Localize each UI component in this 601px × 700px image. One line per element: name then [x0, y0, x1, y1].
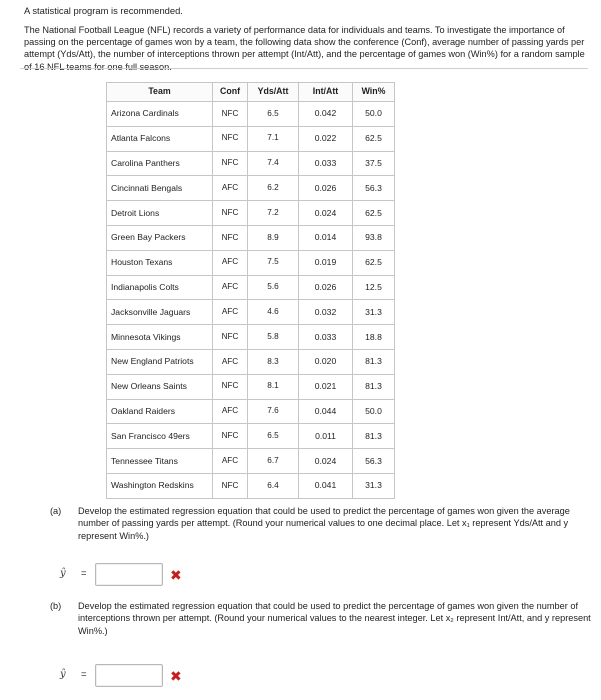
int-att-cell: 0.042 [299, 102, 353, 127]
win-pct-cell: 93.8 [353, 225, 395, 250]
int-att-cell: 0.014 [299, 225, 353, 250]
int-att-cell: 0.033 [299, 151, 353, 176]
win-pct-cell: 31.3 [353, 300, 395, 325]
column-header-team: Team [107, 83, 213, 102]
yds-att-cell: 4.6 [248, 300, 299, 325]
table-row [107, 349, 395, 374]
table-row [107, 399, 395, 424]
conf-cell: AFC [213, 250, 248, 275]
win-pct-cell: 18.8 [353, 325, 395, 350]
conf-cell: AFC [213, 300, 248, 325]
nfl-data-table [106, 82, 395, 499]
equals-sign: = [81, 568, 87, 579]
win-pct-cell: 37.5 [353, 151, 395, 176]
conf-cell: NFC [213, 201, 248, 226]
column-header-int-att: Int/Att [299, 83, 353, 102]
team-cell: San Francisco 49ers [107, 424, 213, 449]
team-cell: New Orleans Saints [107, 374, 213, 399]
int-att-cell: 0.026 [299, 176, 353, 201]
yds-att-cell: 7.5 [248, 250, 299, 275]
team-cell: Atlanta Falcons [107, 126, 213, 151]
int-att-cell: 0.033 [299, 325, 353, 350]
question-a-text: Develop the estimated regression equation that could be used to predict the percentage of games won given the average number of passing yards per attempt. (Round your numerical values to one decimal place. Let x₁ represent Yds/Att and y represent Win%.) [78, 506, 570, 541]
table-row [107, 250, 395, 275]
win-pct-cell: 50.0 [353, 102, 395, 127]
conf-cell: NFC [213, 325, 248, 350]
conf-cell: AFC [213, 176, 248, 201]
column-header-yds-att: Yds/Att [248, 83, 299, 102]
incorrect-x-icon: ✖ [170, 668, 182, 684]
table-row [107, 473, 395, 498]
conf-cell: NFC [213, 473, 248, 498]
table-row [107, 225, 395, 250]
team-cell: Indianapolis Colts [107, 275, 213, 300]
table-row [107, 325, 395, 350]
int-att-cell: 0.032 [299, 300, 353, 325]
win-pct-cell: 62.5 [353, 250, 395, 275]
answer-b-input[interactable] [95, 664, 163, 687]
yds-att-cell: 6.7 [248, 449, 299, 474]
table-row [107, 102, 395, 127]
yds-att-cell: 8.9 [248, 225, 299, 250]
question-b-text: Develop the estimated regression equation that could be used to predict the percentage of games won given the number of interceptions thrown per attempt. (Round your numerical values to the nearest integer. Let x₂ represent Int/Att, and y represent Win%.) [78, 601, 591, 636]
yds-att-cell: 7.6 [248, 399, 299, 424]
table-header-row [107, 83, 395, 102]
int-att-cell: 0.024 [299, 201, 353, 226]
table-row [107, 449, 395, 474]
question-a-label: (a) [50, 506, 62, 516]
team-cell: Cincinnati Bengals [107, 176, 213, 201]
team-cell: Detroit Lions [107, 201, 213, 226]
table-row [107, 126, 395, 151]
int-att-cell: 0.044 [299, 399, 353, 424]
yds-att-cell: 6.5 [248, 424, 299, 449]
question-a [50, 505, 596, 542]
win-pct-cell: 81.3 [353, 349, 395, 374]
table-row [107, 300, 395, 325]
conf-cell: NFC [213, 151, 248, 176]
yds-att-cell: 6.2 [248, 176, 299, 201]
conf-cell: NFC [213, 424, 248, 449]
int-att-cell: 0.020 [299, 349, 353, 374]
win-pct-cell: 31.3 [353, 473, 395, 498]
yds-att-cell: 8.3 [248, 349, 299, 374]
team-cell: New England Patriots [107, 349, 213, 374]
int-att-cell: 0.041 [299, 473, 353, 498]
team-cell: Tennessee Titans [107, 449, 213, 474]
column-header-win-pct: Win% [353, 83, 395, 102]
yds-att-cell: 5.8 [248, 325, 299, 350]
team-cell: Green Bay Packers [107, 225, 213, 250]
win-pct-cell: 62.5 [353, 201, 395, 226]
problem-intro: The National Football League (NFL) records a variety of performance data for individuals and teams. To investigate the importance of passing on the percentage of games won by a team, the following data show the conference (Conf), average number of passing yards per attempt (Yds/Att), the number of interceptions thrown per attempt (Int/Att), and the percentage of games won (Win%) for a random sample of 16 NFL teams for one full season. [24, 25, 585, 72]
answer-a-input[interactable] [95, 563, 163, 586]
team-cell: Houston Texans [107, 250, 213, 275]
conf-cell: NFC [213, 374, 248, 399]
yds-att-cell: 7.1 [248, 126, 299, 151]
win-pct-cell: 12.5 [353, 275, 395, 300]
int-att-cell: 0.019 [299, 250, 353, 275]
column-header-conf: Conf [213, 83, 248, 102]
conf-cell: NFC [213, 102, 248, 127]
conf-cell: AFC [213, 399, 248, 424]
question-b [50, 600, 596, 637]
team-cell: Washington Redskins [107, 473, 213, 498]
team-cell: Jacksonville Jaguars [107, 300, 213, 325]
team-cell: Oakland Raiders [107, 399, 213, 424]
win-pct-cell: 50.0 [353, 399, 395, 424]
table-row [107, 424, 395, 449]
int-att-cell: 0.022 [299, 126, 353, 151]
conf-cell: NFC [213, 126, 248, 151]
yds-att-cell: 7.4 [248, 151, 299, 176]
win-pct-cell: 56.3 [353, 449, 395, 474]
conf-cell: NFC [213, 225, 248, 250]
conf-cell: AFC [213, 275, 248, 300]
win-pct-cell: 56.3 [353, 176, 395, 201]
yds-att-cell: 5.6 [248, 275, 299, 300]
team-cell: Minnesota Vikings [107, 325, 213, 350]
table-row [107, 275, 395, 300]
conf-cell: AFC [213, 449, 248, 474]
int-att-cell: 0.021 [299, 374, 353, 399]
win-pct-cell: 62.5 [353, 126, 395, 151]
table-row [107, 201, 395, 226]
yds-att-cell: 7.2 [248, 201, 299, 226]
int-att-cell: 0.026 [299, 275, 353, 300]
conf-cell: AFC [213, 349, 248, 374]
table-body [107, 102, 395, 499]
team-cell: Carolina Panthers [107, 151, 213, 176]
table-row [107, 374, 395, 399]
yds-att-cell: 6.4 [248, 473, 299, 498]
table-row [107, 151, 395, 176]
incorrect-x-icon: ✖ [170, 567, 182, 583]
statistical-program-note: A statistical program is recommended. [24, 5, 183, 16]
win-pct-cell: 81.3 [353, 374, 395, 399]
int-att-cell: 0.024 [299, 449, 353, 474]
yds-att-cell: 8.1 [248, 374, 299, 399]
win-pct-cell: 81.3 [353, 424, 395, 449]
int-att-cell: 0.011 [299, 424, 353, 449]
team-cell: Arizona Cardinals [107, 102, 213, 127]
divider [20, 68, 588, 69]
y-hat-symbol: ŷ [60, 669, 66, 680]
table-row [107, 176, 395, 201]
question-b-label: (b) [50, 601, 62, 611]
yds-att-cell: 6.5 [248, 102, 299, 127]
y-hat-symbol: ŷ [60, 568, 66, 579]
equals-sign: = [81, 669, 87, 680]
